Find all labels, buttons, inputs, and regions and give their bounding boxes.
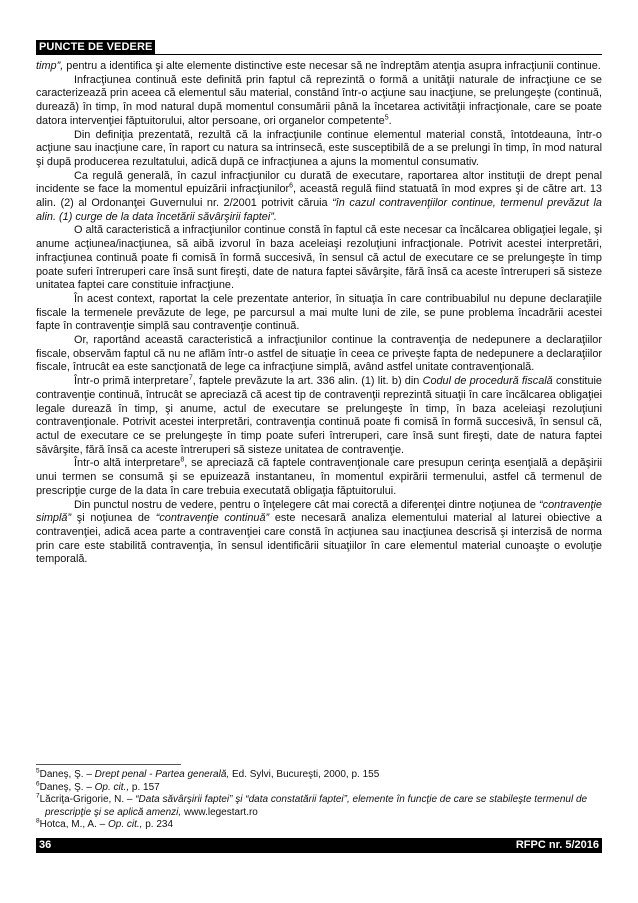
footnote-divider [36, 764, 181, 765]
page-number: 36 [39, 839, 52, 851]
text-run: Daneş, Ş. – [39, 781, 95, 793]
footnote-number: 8 [36, 818, 40, 826]
footnote [36, 794, 602, 819]
text-run: În acest context, raportat la cele prezentate anterior, în situaţia în care contribuabilul nu depune declaraţiile fiscale la termenele prevăzute de lege, pe parcursul a mai multe luni de zile, se pune problema încadrării acestei fapte în contravenţie simplă sau contravenţie continuă. [36, 292, 602, 333]
paragraph [36, 375, 602, 457]
text-run: p. 234 [142, 819, 174, 831]
text-run: Într-o primă interpretare [74, 375, 189, 388]
text-run: , se apreciază că faptele contravenţionale care presupun cerinţa esenţială a depăşirii unui termen se consumă şi se epuizează instantaneu, în momentul expirării termenului, astfel că termenul de prescripţie curge de la data în care trebuia executată obligaţia făptuitorului. [36, 457, 602, 497]
footnote-ref: 7 [188, 374, 193, 382]
footnote-ref: 8 [180, 456, 185, 464]
italic-text: Codul de procedură fiscală [422, 375, 553, 388]
footnote-number: 6 [36, 780, 40, 788]
paragraph [36, 224, 602, 293]
text-run: Din punctul nostru de vedere, pentru o înţelegere cât mai corectă a diferenţei dintre noţiunea de [74, 498, 540, 511]
footnote [36, 782, 602, 795]
paragraph [36, 129, 602, 170]
italic-text: “Data săvârşirii faptei” şi “data constatării faptei”, elemente în funcţie de care se stabileşte termenul de prescripţie şi se aplică amenzi, [45, 794, 588, 818]
paragraph [36, 293, 602, 334]
text-run: www.legestart.ro [181, 806, 258, 818]
text-run: pentru a identifica şi alte elemente distinctive este necesar să ne îndreptăm atenţia asupra infracţiunii continue. [63, 60, 601, 72]
text-run: . [388, 114, 392, 127]
text-run: Or, raportând această caracteristică a infracţiunilor continue la contravenţia de nedepunere a declaraţiilor fiscale, observăm faptul că nu ne aflăm într-o astfel de situaţie în ceea ce priveşte fapta de nedepunere a declaraţiilor fiscale, întrucât ea este sancţionată de lege ca infracţiune simplă, având astfel unitate contravenţională. [36, 334, 602, 374]
text-run: Ca regulă generală, în cazul infracţiunilor cu durată de executare, raportarea altor instituţii de drept penal incidente se face la momentul epuizării infracţiunilor [36, 169, 602, 196]
text-run: şi noţiunea de [71, 512, 156, 525]
italic-text: Op. cit., [107, 819, 143, 831]
footnotes [36, 769, 602, 832]
text-run: este necesară analiza elementului material al laturei obiective a contravenţiei, adică acea parte a contravenţiei care constă în acţiunea sau inacţiunea descrisă şi interzisă de norma prin care este stabilită contravenţia, în sensul identificării situaţiilor în care elementul material cunoaşte o evoluţie temporală. [36, 512, 602, 566]
italic-text: Op. cit., [94, 781, 130, 793]
footnote [36, 769, 602, 782]
footnote-number: 5 [36, 767, 40, 775]
footnote-ref: 6 [289, 182, 294, 190]
paragraph [36, 457, 602, 498]
italic-text: “contravenţie continuă” [155, 512, 270, 525]
section-header-tag: PUNCTE DE VEDERE [36, 40, 155, 54]
italic-text: timp”, [36, 60, 64, 72]
header-rule [36, 54, 602, 55]
text-run: Hotca, M., A. – [39, 819, 108, 831]
text-run: Daneş, Ş. – [39, 769, 95, 780]
footnote-number: 7 [36, 792, 40, 800]
journal-issue: RFPC nr. 5/2016 [515, 839, 599, 851]
paragraph [36, 74, 602, 129]
text-run: Lăcriţa-Grigorie, N. – [39, 794, 136, 806]
italic-text: Drept penal - Partea generală, [94, 769, 230, 780]
article-body [36, 60, 602, 567]
text-run: Din definiţia prezentată, rezultă că la infracţiunile continue elementul material constă, întotdeauna, într-o acţiune sau inacţiune care, în raport cu natura sa intrinsecă, este susceptibilă de a se prelungi în timp, în mod natural şi după producerea rezultatului, adică după ce infracţiunea a ajuns la momentul consumativ. [36, 128, 602, 168]
page-footer [36, 838, 602, 853]
paragraph [36, 170, 602, 225]
paragraph [36, 60, 602, 74]
text-run: , această regulă fiind statuată în mod expres şi de către art. 13 alin. (2) al Ordonanţei Guvernului nr. 2/2001 potrivit căruia [36, 183, 602, 210]
text-run: Infracţiunea continuă este definită prin faptul că reprezintă o formă a unităţii naturale de infracţiune ce se caracterizează prin aceea că elementul său material, constând într-o acţiune sau inacţiune, se prelungeşte (continuă, durează) în timp, în mod natural după momentul consumării până la încetarea activităţii infracţionale, care se poate datora intervenţiei făptuitorului, altor persoane, ori organelor competente [36, 73, 602, 127]
text-run: , faptele prevăzute la art. 336 alin. (1) lit. b) din [192, 375, 423, 388]
italic-text: “în cazul contravenţiilor continue, termenul prevăzut la alin. (1) curge de la data încetării săvârşirii faptei”. [36, 197, 602, 223]
footnote-ref: 5 [384, 114, 389, 122]
footnote [36, 819, 602, 832]
paragraph [36, 334, 602, 375]
text-run: constituie contravenţie continuă, întrucât se apreciază că acest tip de contravenţii reprezintă situaţii în care încălcarea obligaţiei legale durează în timp, şi anume, actul de executare se prelungeşte în timp, în baza aceleiaşi rezoluţiuni contravenţionale. Potrivit acestei interpretări, contravenţia continuă poate fi comisă în formă succesivă, în sensul că, actul de executare ce se prelungeşte în timp poate suferi întreruperi, care însă sunt fireşti, date de natura faptei săvârşite, fără însă ca aceste întreruperi să sisteze unitatea de contravenţie. [36, 375, 602, 456]
text-run: p. 157 [129, 781, 160, 793]
text-run: Ed. Sylvi, Bucureşti, 2000, p. 155 [229, 769, 380, 780]
text-run: O altă caracteristică a infracţiunilor continue constă în faptul că este necesar ca încălcarea obligaţiei legale, şi anume acţiunea/inacţiunea, să aibă izvorul în baza aceleiaşi rezoluţiuni infracţionale. Potrivit acestei interpretări, infracţiunea continuă poate fi comisă în formă succesivă, în sensul că actul de executare ce se prelungeşte în timp poate suferi întreruperi care însă sunt fireşti, date de natura faptei săvârşite, fără însă ca aceste întreruperi să sisteze unitatea faptei care constituie infracţiune. [36, 224, 602, 292]
italic-text: “contravenţie simplă” [36, 498, 602, 525]
text-run: Într-o altă interpretare [74, 457, 181, 470]
paragraph [36, 499, 602, 568]
